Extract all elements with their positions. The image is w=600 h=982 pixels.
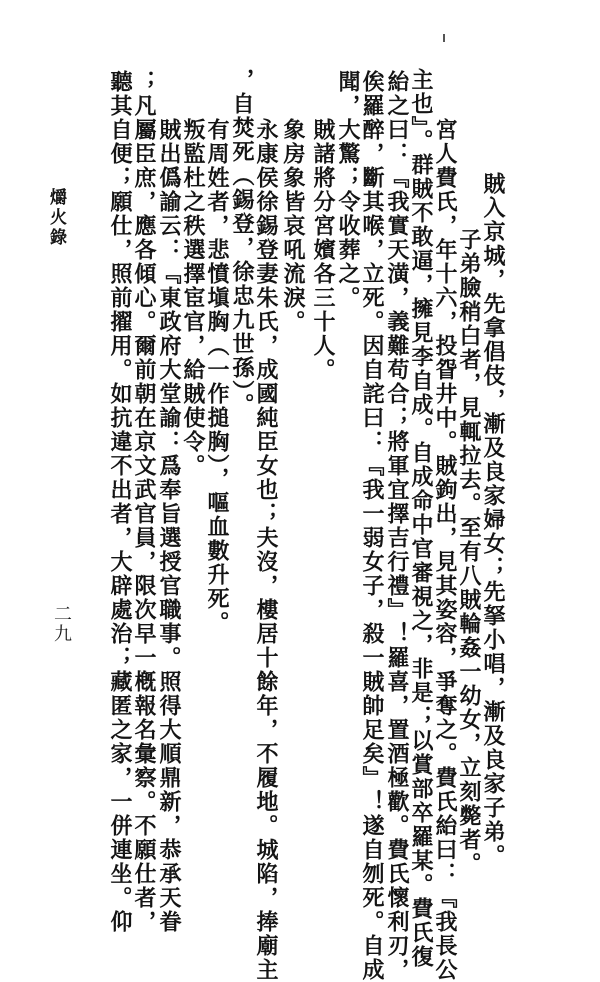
text-column-11: ，自焚死（錫登，徐忠九世孫）。 bbox=[229, 68, 255, 417]
text-column-8: 賊諸將分宮嬪各三十人。 bbox=[310, 118, 336, 382]
page-number: 二九 bbox=[51, 604, 72, 644]
text-column-16: 聽其自便；願仕，照前擢用。如抗違不出者，大辟處治；藏匿之家，一併連坐。仰 bbox=[107, 70, 133, 934]
text-column-3: 宮人費氏，年十六，投眢井中。賊鉤出，見其姿容，爭奪之。費氏紿曰：『我長公 bbox=[432, 118, 458, 982]
text-column-13: 叛監杜之秩選擇宦官，給賊使令。 bbox=[180, 118, 206, 478]
scan-mark bbox=[443, 34, 445, 42]
text-column-12: 有周姓者，悲憤塡胸（一作搥胸），嘔血數升死。 bbox=[204, 118, 230, 635]
text-column-1: 賊入京城，先拿倡伎，漸及良家婦女；先拏小唱，漸及良家子弟。 bbox=[480, 172, 506, 868]
text-column-2: 子弟臉稍白者，見輒拉去。至有八賊輪姦一幼女，立刻斃者。 bbox=[456, 228, 482, 876]
text-column-4: 主也』。群賊不敢逼，擁見李自成。自成命中官審視之，非是；以賞部卒羅某。費氏復 bbox=[408, 68, 434, 969]
text-column-9: 象房象皆哀吼流淚。 bbox=[280, 118, 306, 334]
text-column-7: 聞，大驚；令收葬之。 bbox=[335, 70, 361, 310]
book-title: 爝火錄 bbox=[46, 188, 66, 248]
text-column-5: 紿之曰：『我實天潢，義難苟合；將軍宜擇吉行禮』！羅喜，置酒極歡。費氏懷利刃， bbox=[384, 70, 410, 982]
text-column-14: 賊出僞諭云：『東政府大堂諭：爲奉旨選授官職事。照得大順鼎新，恭承天眷 bbox=[156, 118, 182, 934]
text-column-10: 永康侯徐錫登妻朱氏，成國純臣女也；夫沒，樓居十餘年，不履地。城陷，捧廟主 bbox=[253, 118, 279, 982]
text-column-6: 俟羅醉，斷其喉，立死。因自詫曰：『我一弱女子，殺一賊帥足矣』！遂自刎死。自成 bbox=[359, 70, 385, 982]
text-column-15: ；凡屬臣庶，應各傾心。爾前朝在京文武官員，限次早一槪報名彙察。不願仕者， bbox=[131, 70, 157, 934]
